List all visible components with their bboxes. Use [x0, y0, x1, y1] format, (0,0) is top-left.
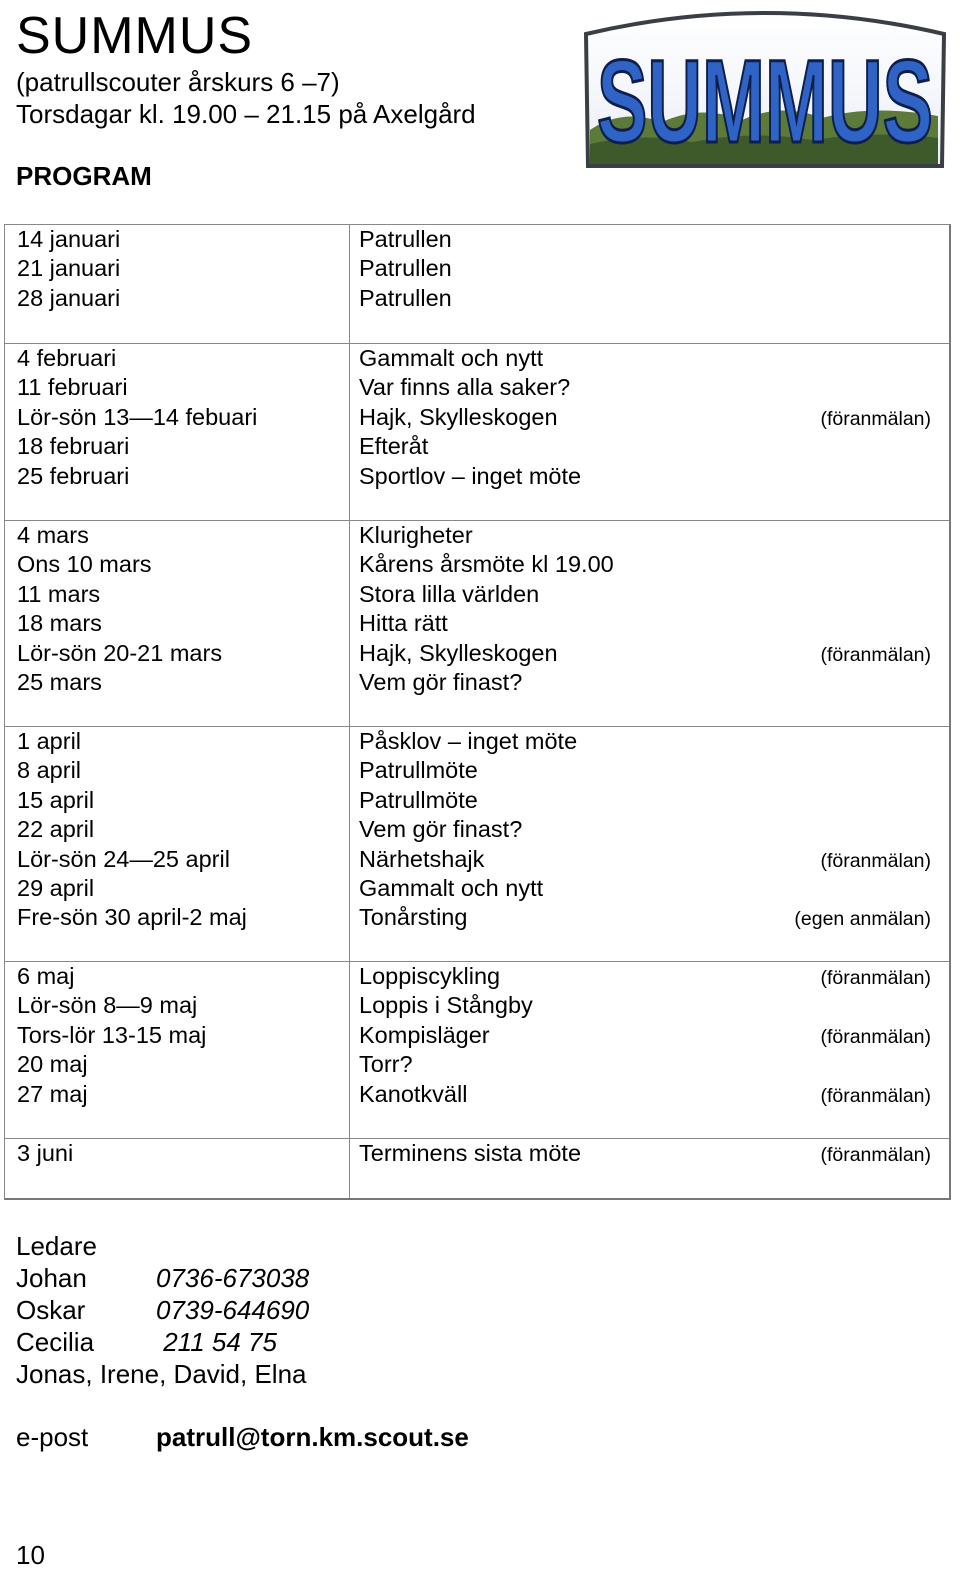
schedule-date: 27 maj: [17, 1080, 88, 1107]
schedule-date: 14 januari: [17, 226, 121, 252]
schedule-event: Terminens sista möte: [359, 1140, 582, 1166]
schedule-event: Sportlov – inget möte: [359, 462, 582, 489]
schedule-group: [5, 961, 949, 1109]
schedule-date: Ons 10 mars: [17, 551, 152, 578]
schedule-row: [5, 962, 949, 991]
schedule-date: Lör-sön 24—25 april: [17, 845, 230, 872]
schedule-group: [5, 1138, 949, 1168]
schedule-date: 15 april: [17, 786, 95, 813]
schedule-date: 22 april: [17, 816, 95, 843]
leader-name: Cecilia: [16, 1327, 95, 1357]
schedule-event: Stora lilla världen: [359, 580, 540, 607]
schedule-date: 8 april: [17, 757, 82, 784]
schedule-date: 21 januari: [17, 255, 121, 282]
schedule-date: 11 mars: [17, 580, 101, 607]
schedule-event: Hajk, Skylleskogen: [359, 639, 558, 666]
schedule-date: 20 maj: [17, 1051, 88, 1078]
schedule-event: Var finns alla saker?: [359, 374, 571, 401]
email-address[interactable]: patrull@torn.km.scout.se: [156, 1422, 469, 1452]
schedule-date: 18 mars: [17, 610, 102, 637]
schedule-row: [5, 668, 949, 697]
schedule-event: Klurigheter: [359, 522, 473, 548]
schedule-date: 11 februari: [17, 374, 128, 401]
schedule-row: [5, 403, 949, 432]
schedule-date: 3 juni: [17, 1140, 74, 1166]
schedule-date: 28 januari: [17, 284, 121, 311]
schedule-event: Tonårsting: [359, 904, 468, 931]
schedule-date: Lör-sön 13—14 febuari: [17, 403, 258, 430]
schedule-event: Kanotkväll: [359, 1080, 468, 1107]
schedule-row: [5, 284, 949, 313]
schedule-event: Gammalt och nytt: [359, 874, 544, 901]
schedule-date: Lör-sön 20-21 mars: [17, 639, 223, 666]
schedule-group: [5, 726, 949, 933]
schedule-event: Hajk, Skylleskogen: [359, 403, 558, 430]
schedule-note: (föranmälan): [820, 967, 931, 989]
schedule-event: Kompisläger: [359, 1021, 490, 1048]
schedule-event: Loppiscykling: [359, 963, 501, 989]
schedule-note: (egen anmälan): [794, 908, 931, 931]
schedule-event: Patrullmöte: [359, 757, 478, 784]
schedule-row: [5, 1050, 949, 1079]
leader-phone: 0736-673038: [156, 1263, 310, 1293]
schedule-event: Loppis i Stångby: [359, 992, 533, 1019]
schedule-row: [5, 639, 949, 668]
schedule-event: Patrullmöte: [359, 786, 478, 813]
leader-phone: 211 54 75: [156, 1327, 277, 1357]
schedule-event: Närhetshajk: [359, 845, 485, 872]
schedule-row: [5, 609, 949, 638]
leader-name: Johan: [16, 1263, 87, 1293]
schedule-row: [5, 254, 949, 283]
schedule-date: 4 mars: [17, 522, 89, 548]
leader-entry: [16, 1294, 310, 1326]
schedule-note: (föranmälan): [820, 1025, 931, 1048]
leaders-heading: Ledare: [16, 1231, 97, 1261]
schedule-row: [5, 874, 949, 903]
schedule-event: Gammalt och nytt: [359, 345, 544, 371]
leader-entry: [16, 1262, 310, 1294]
schedule-date: 6 maj: [17, 963, 75, 989]
schedule-event: Påsklov – inget möte: [359, 728, 578, 754]
schedule-date: 4 februari: [17, 345, 117, 371]
schedule-row: [5, 550, 949, 579]
schedule-event: Kårens årsmöte kl 19.00: [359, 551, 614, 578]
schedule-row: [5, 845, 949, 874]
logo-text: SUMMUS: [597, 36, 933, 168]
subtitle-schedule: Torsdagar kl. 19.00 – 21.15 på Axelgård: [16, 99, 476, 129]
schedule-event: Patrullen: [359, 226, 452, 252]
schedule-event: Torr?: [359, 1051, 413, 1078]
schedule-event: Vem gör finast?: [359, 668, 523, 695]
other-leaders: Jonas, Irene, David, Elna: [16, 1359, 307, 1389]
schedule-date: 25 mars: [17, 668, 102, 695]
subtitle-grade: (patrullscouter årskurs 6 –7): [16, 67, 340, 97]
schedule-row: [5, 903, 949, 932]
schedule-row: [5, 462, 949, 491]
schedule-row: [5, 815, 949, 844]
page-title: SUMMUS: [16, 7, 254, 65]
schedule-row: [5, 1139, 949, 1168]
schedule-note: (föranmälan): [820, 1144, 931, 1166]
schedule-note: (föranmälan): [820, 849, 931, 872]
schedule-row: [5, 225, 949, 254]
page-number: 10: [16, 1540, 45, 1570]
schedule-group: [5, 520, 949, 697]
schedule-event: Efteråt: [359, 433, 429, 460]
schedule-table: [4, 224, 951, 1200]
schedule-date: 25 februari: [17, 462, 130, 489]
leader-entry: [16, 1326, 307, 1358]
schedule-row: [5, 580, 949, 609]
schedule-row: [5, 432, 949, 461]
summus-logo: [582, 4, 948, 172]
leader-name: Oskar: [16, 1295, 86, 1325]
schedule-event: Patrullen: [359, 255, 452, 282]
schedule-event: Patrullen: [359, 284, 452, 311]
schedule-group: [5, 225, 949, 313]
schedule-row: [5, 1080, 949, 1109]
email-label: e-post: [16, 1422, 89, 1452]
schedule-row: [5, 991, 949, 1020]
schedule-group: [5, 343, 949, 491]
contact-row: [16, 1420, 469, 1454]
schedule-row: [5, 521, 949, 550]
schedule-event: Vem gör finast?: [359, 816, 523, 843]
schedule-row: [5, 344, 949, 373]
schedule-row: [5, 727, 949, 756]
schedule-event: Hitta rätt: [359, 610, 448, 637]
schedule-date: Tors-lör 13-15 maj: [17, 1021, 207, 1048]
schedule-note: (föranmälan): [820, 643, 931, 666]
schedule-note: (föranmälan): [820, 407, 931, 430]
schedule-date: 29 april: [17, 874, 95, 901]
schedule-date: 1 april: [17, 728, 82, 754]
schedule-row: [5, 756, 949, 785]
schedule-date: Lör-sön 8—9 maj: [17, 992, 198, 1019]
schedule-date: Fre-sön 30 april-2 maj: [17, 904, 247, 931]
leader-phone: 0739-644690: [156, 1295, 310, 1325]
schedule-row: [5, 786, 949, 815]
schedule-row: [5, 373, 949, 402]
program-heading: PROGRAM: [16, 161, 152, 191]
subtitle: [16, 66, 476, 130]
schedule-note: (föranmälan): [820, 1084, 931, 1107]
schedule-date: 18 februari: [17, 433, 130, 460]
leaders-section: [16, 1230, 310, 1390]
schedule-row: [5, 1021, 949, 1050]
